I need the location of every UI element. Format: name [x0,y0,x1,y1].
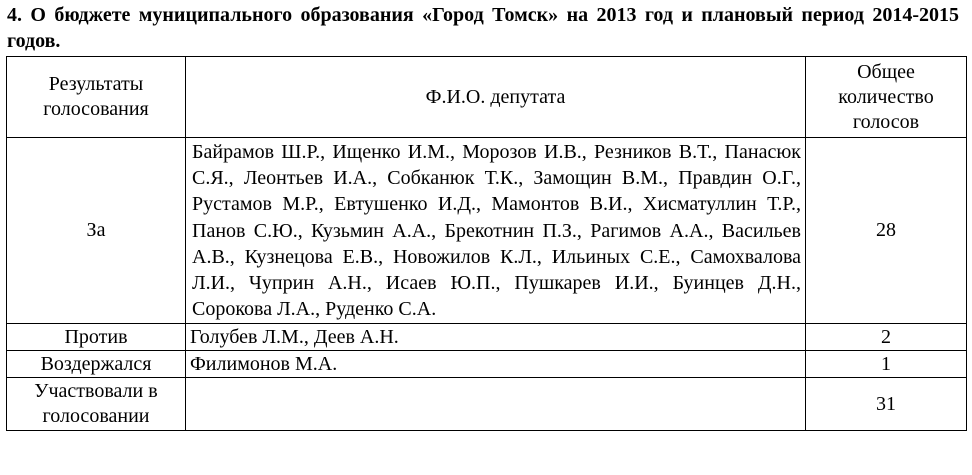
result-cell: За [7,138,186,324]
table-row-participated [7,378,967,431]
header-result: Результаты голосования [7,57,186,138]
total-cell: 28 [806,138,967,324]
table-row-for [7,138,967,324]
total-cell: 31 [806,378,967,431]
table-row-abstained [7,351,967,378]
header-total: Общее количество голосов [806,57,967,138]
total-cell: 1 [806,351,967,378]
deputies-cell: Филимонов М.А. [186,351,806,378]
result-cell: Воздержался [7,351,186,378]
table-row-against [7,324,967,351]
deputies-cell: Голубев Л.М., Деев А.Н. [186,324,806,351]
section-heading: 4. О бюджете муниципального образования «Город Томск» на 2013 год и плановый период 2014-2015 годов. [7,4,959,52]
result-cell: Участвовали в голосовании [7,378,186,431]
deputies-cell: Байрамов Ш.Р., Ищенко И.М., Морозов И.В., Резников В.Т., Панасюк С.Я., Леонтьев И.А., Собканюк Т.К., Замощин В.М., Правдин О.Г., Рустамов М.Р., Евтушенко И.Д., Мамонтов В.И., Хисматуллин Т.Р., Панов С.Ю., Кузьмин А.А., Брекотнин П.З., Рагимов А.А., Васильев А.В., Кузнецова Е.В., Новожилов К.Л., Ильиных С.Е., Самохвалова Л.И., Чуприн А.Н., Исаев Ю.П., Пушкарев И.И., Буинцев Д.Н., Сорокова Л.А., Руденко С.А. [186,138,806,324]
table-header-row [7,57,967,138]
header-deputies: Ф.И.О. депутата [186,57,806,138]
voting-results-table [6,56,967,431]
result-cell: Против [7,324,186,351]
total-cell: 2 [806,324,967,351]
deputies-cell [186,378,806,431]
